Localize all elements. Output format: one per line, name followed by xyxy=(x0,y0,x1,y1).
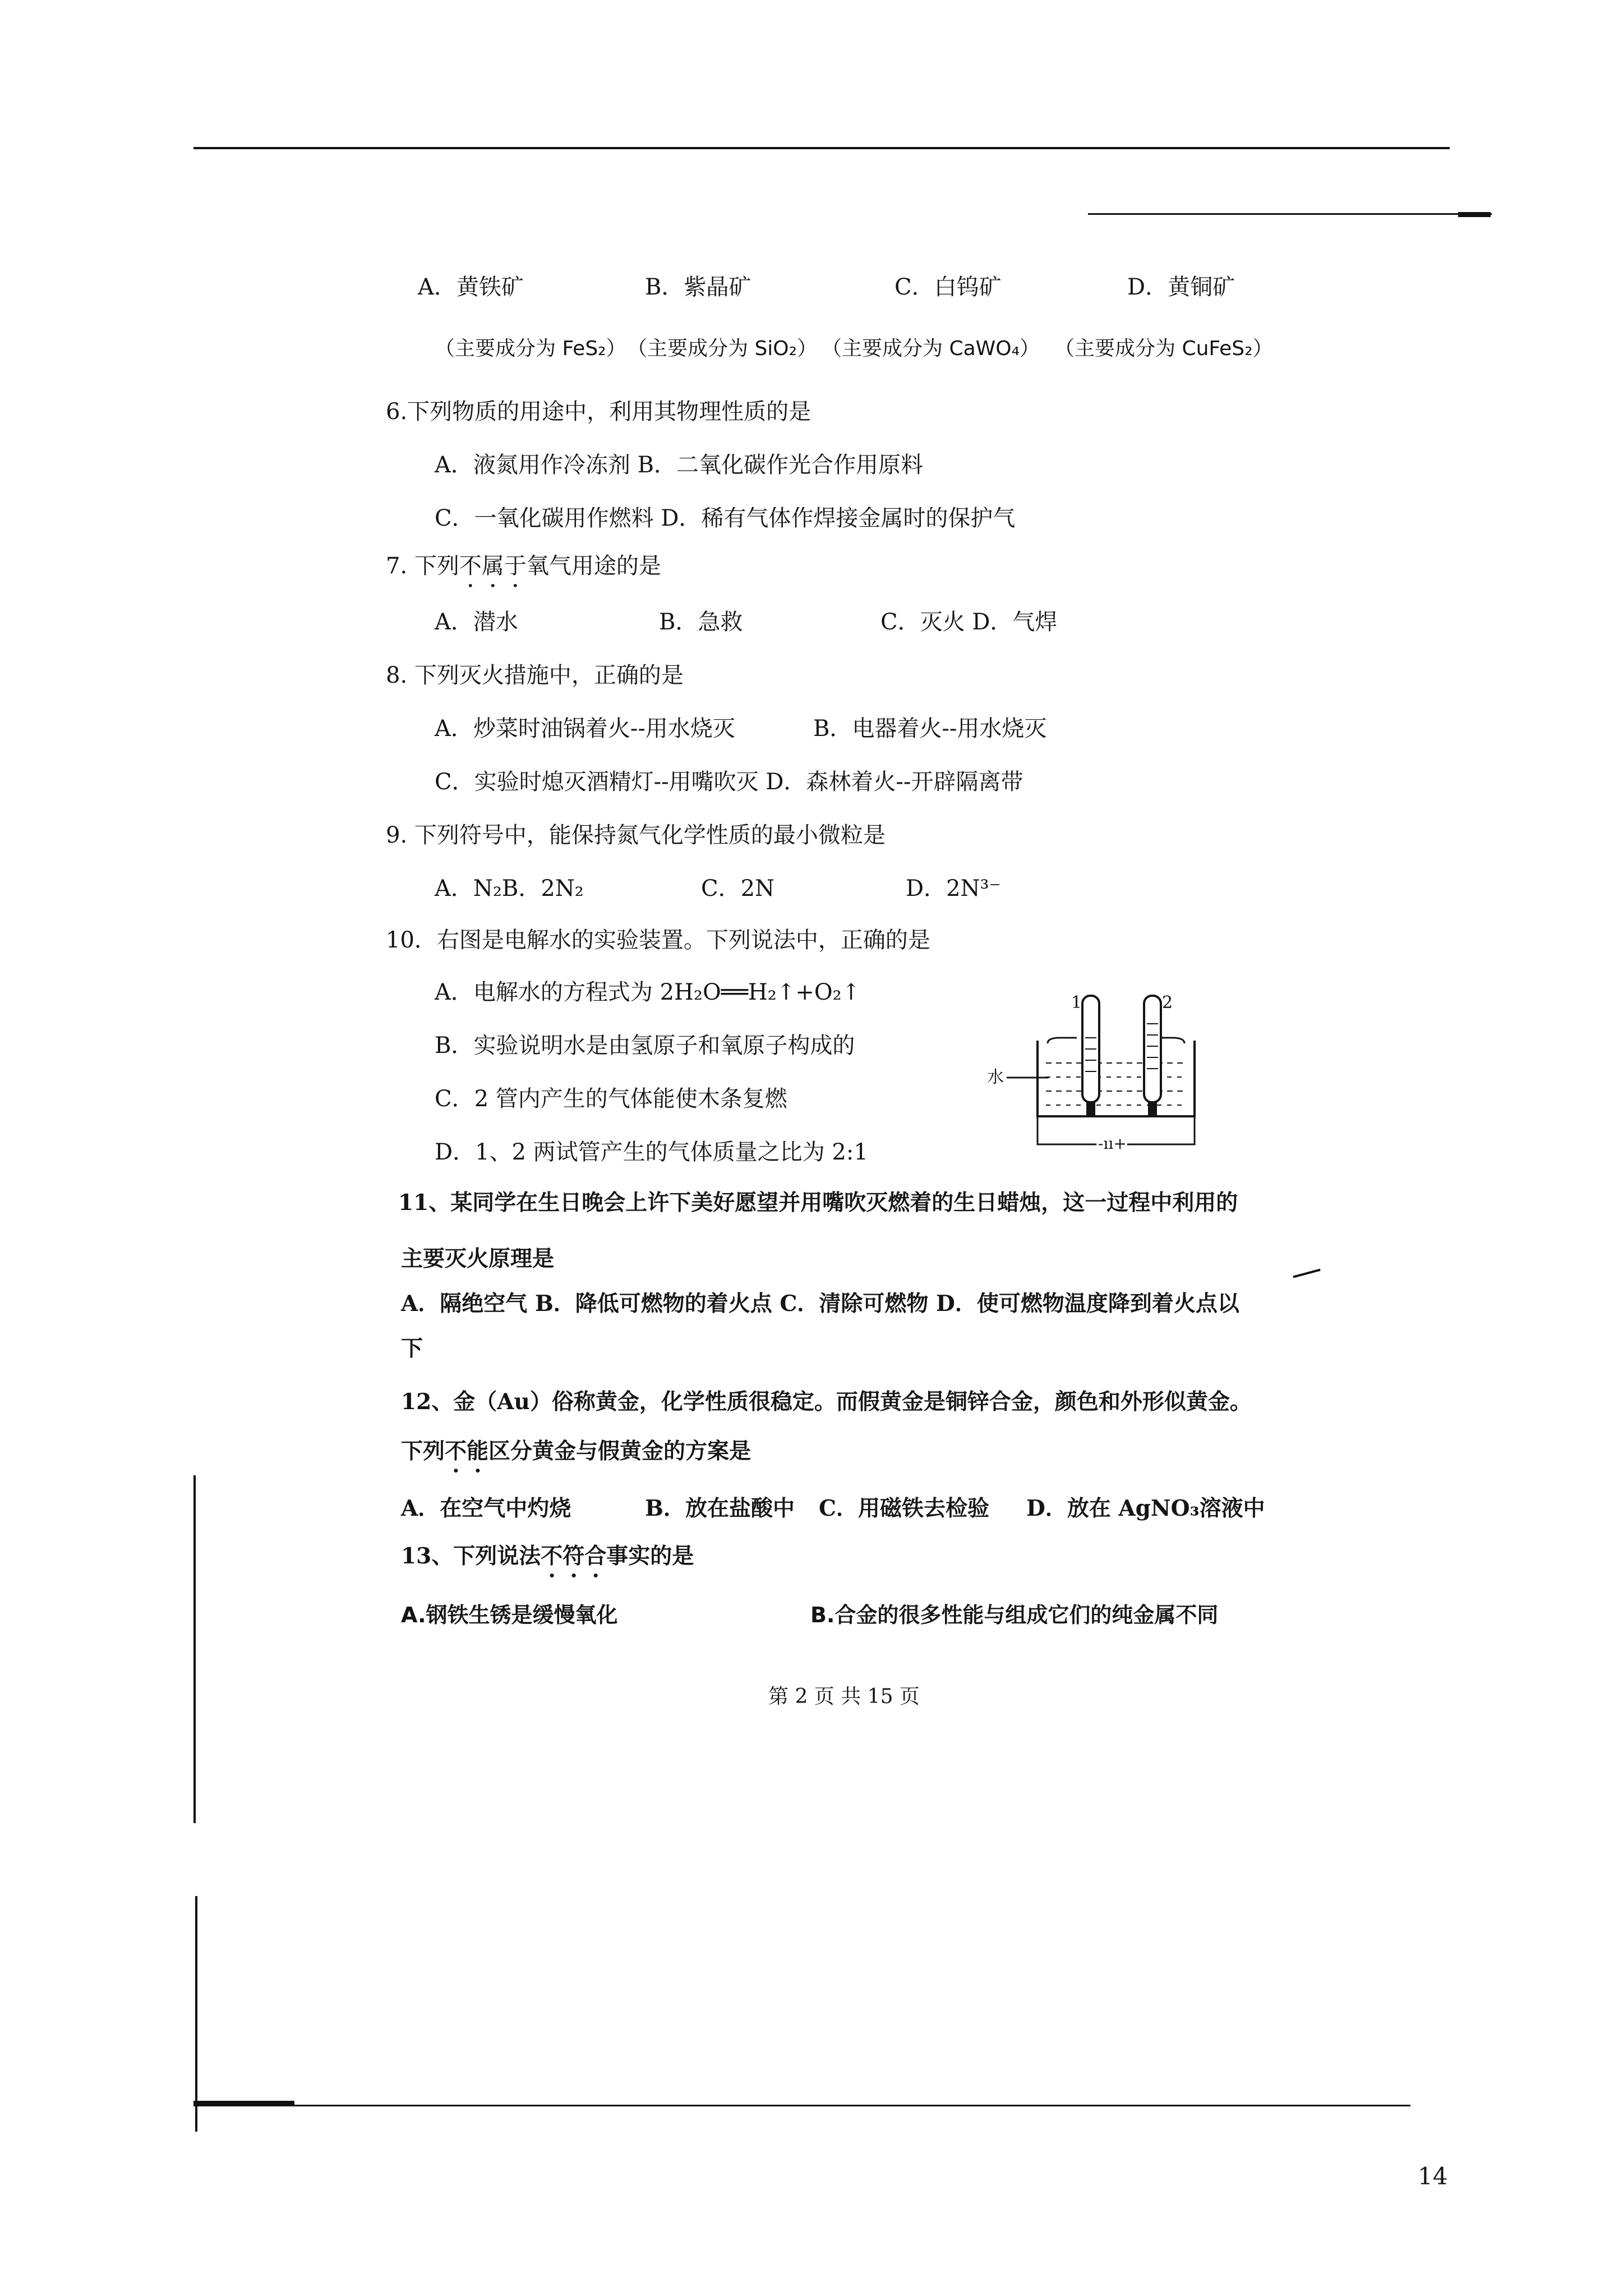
q9-option-d: D．2N³⁻ xyxy=(906,876,1001,901)
q11-stem-line2: 主要灭火原理是 xyxy=(401,1246,555,1272)
page-number: 14 xyxy=(1418,2162,1448,2190)
q13-stem xyxy=(401,1543,694,1582)
q7-stem-pre: 7. 下列 xyxy=(386,553,459,579)
water-surface xyxy=(1046,1063,1186,1105)
tube-1-label: 1 xyxy=(1071,993,1082,1013)
q13-stem-emphasis: 不符合 xyxy=(541,1543,607,1569)
q12-stem-pre: 下列 xyxy=(401,1438,445,1464)
q6-stem: 6.下列物质的用途中，利用其物理性质的是 xyxy=(386,399,811,425)
q5-option-c: C．白钨矿 xyxy=(895,274,1002,300)
electrode-2 xyxy=(1148,1102,1157,1116)
trough-inner-left xyxy=(1048,1038,1077,1043)
q8-option-b: B．电器着火--用水烧灭 xyxy=(813,716,1047,742)
q10-option-c: C．2 管内产生的气体能使木条复燃 xyxy=(435,1086,787,1112)
q12-option-d: D．放在 AgNO₃溶液中 xyxy=(1026,1496,1265,1521)
q6-options-row2: C．一氧化碳用作燃料 D．稀有气体作焊接金属时的保护气 xyxy=(435,505,1016,531)
q10-option-d: D．1、2 两试管产生的气体质量之比为 2:1 xyxy=(435,1139,868,1165)
q9-option-c: C．2N xyxy=(701,876,775,901)
q5-composition-b: （主要成分为 SiO₂） xyxy=(627,337,818,360)
water-label: 水 xyxy=(987,1068,1004,1087)
q7-stem-emphasis: 不属于 xyxy=(459,553,527,579)
q8-options-row2: C．实验时熄灭酒精灯--用嘴吹灭 D．森林着火--开辟隔离带 xyxy=(435,769,1023,795)
q5-option-b: B．紫晶矿 xyxy=(645,274,751,300)
q5-composition-a: （主要成分为 FeS₂） xyxy=(435,337,626,360)
q10-option-a: A．电解水的方程式为 2H₂O══H₂↑+O₂↑ xyxy=(435,979,861,1005)
top-rule xyxy=(193,147,1450,149)
q13-option-b: B.合金的很多性能与组成它们的纯金属不同 xyxy=(810,1603,1219,1627)
q8-stem: 8. 下列灭火措施中，正确的是 xyxy=(386,662,684,688)
q7-stem xyxy=(386,553,661,592)
q13-stem-post: 事实的是 xyxy=(606,1543,694,1569)
q12-stem-line1: 12、金（Au）俗称黄金，化学性质很稳定。而假黄金是铜锌合金，颜色和外形似黄金。 xyxy=(401,1389,1252,1415)
q12-option-a: A．在空气中灼烧 xyxy=(401,1496,571,1521)
q6-options-row1: A．液氮用作冷冻剂 B．二氧化碳作光合作用原料 xyxy=(435,452,923,478)
tube-2-label: 2 xyxy=(1162,993,1173,1013)
electrolysis-apparatus-figure xyxy=(965,984,1206,1153)
q12-option-c: C．用磁铁去检验 xyxy=(819,1496,990,1521)
top-right-mark-end xyxy=(1458,212,1491,217)
q11-options-line2: 下 xyxy=(401,1336,423,1361)
q11-options-line1: A．隔绝空气 B．降低可燃物的着火点 C．清除可燃物 D．使可燃物温度降到着火点以 xyxy=(401,1291,1239,1317)
q12-stem-line2 xyxy=(401,1438,751,1478)
q5-composition-d: （主要成分为 CuFeS₂） xyxy=(1054,337,1273,360)
bottom-rule-start xyxy=(193,2101,294,2106)
q8-option-a: A．炒菜时油锅着火--用水烧灭 xyxy=(435,716,735,742)
q5-option-a: A．黄铁矿 xyxy=(418,274,524,300)
bottom-rule xyxy=(193,2105,1410,2106)
q7-option-a: A．潜水 xyxy=(435,609,518,635)
scan-stroke-mark xyxy=(1293,1269,1320,1278)
q11-stem-line1: 11、某同学在生日晚会上许下美好愿望并用嘴吹灭燃着的生日蜡烛，这一过程中利用的 xyxy=(398,1190,1238,1216)
q5-option-d: D．黄铜矿 xyxy=(1127,274,1235,300)
battery-symbol: -ıı+ xyxy=(1098,1134,1127,1153)
top-right-mark xyxy=(1088,213,1492,215)
q7-option-b: B．急救 xyxy=(659,609,743,635)
page-footer: 第 2 页 共 15 页 xyxy=(768,1685,920,1708)
left-margin-mark-bottom xyxy=(195,1896,197,2132)
left-margin-mark-top xyxy=(193,1475,196,1823)
q10-stem: 10．右图是电解水的实验装置。下列说法中，正确的是 xyxy=(386,927,930,953)
q12-stem-emphasis: 不能 xyxy=(445,1438,489,1464)
q5-composition-c: （主要成分为 CaWO₄） xyxy=(822,337,1040,360)
electrode-1 xyxy=(1086,1102,1095,1116)
q10-option-b: B．实验说明水是由氢原子和氧原子构成的 xyxy=(435,1033,855,1059)
q7-option-cd: C．灭火 D．气焊 xyxy=(880,609,1058,635)
q12-stem-post: 区分黄金与假黄金的方案是 xyxy=(488,1438,751,1464)
q13-option-a: A.钢铁生锈是缓慢氧化 xyxy=(401,1603,618,1627)
q7-stem-post: 氧气用途的是 xyxy=(526,553,661,579)
q12-option-b: B．放在盐酸中 xyxy=(645,1496,795,1521)
q13-stem-pre: 13、下列说法 xyxy=(401,1543,541,1569)
q9-option-ab: A．N₂B．2N₂ xyxy=(435,876,584,901)
q9-stem: 9. 下列符号中，能保持氮气化学性质的最小微粒是 xyxy=(386,822,886,848)
test-tube-2 xyxy=(1144,996,1161,1102)
